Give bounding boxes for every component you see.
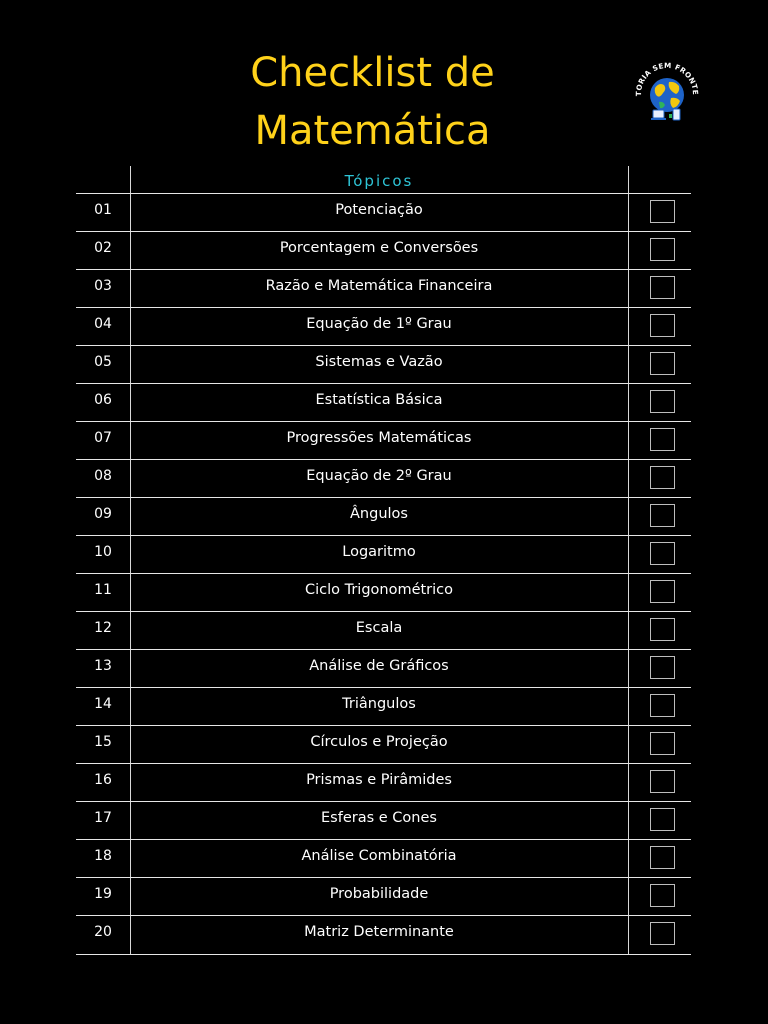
row-number: 15 bbox=[94, 734, 112, 750]
page-title-line-1: Checklist de bbox=[250, 50, 495, 96]
table-row bbox=[76, 497, 691, 536]
row-number: 18 bbox=[94, 848, 112, 864]
row-number: 01 bbox=[94, 202, 112, 218]
topic-checkbox[interactable] bbox=[650, 542, 675, 565]
table-row bbox=[76, 687, 691, 726]
topic-checkbox[interactable] bbox=[650, 314, 675, 337]
table-row bbox=[76, 725, 691, 764]
topic-checkbox[interactable] bbox=[650, 618, 675, 641]
row-topic: Círculos e Projeção bbox=[310, 734, 448, 750]
row-number: 14 bbox=[94, 696, 112, 712]
topic-checkbox[interactable] bbox=[650, 390, 675, 413]
topic-checkbox[interactable] bbox=[650, 922, 675, 945]
table-row bbox=[76, 839, 691, 878]
row-topic: Estatística Básica bbox=[315, 392, 443, 408]
row-topic: Probabilidade bbox=[329, 886, 429, 902]
table-row bbox=[76, 915, 691, 955]
row-number: 03 bbox=[94, 278, 112, 294]
row-number: 19 bbox=[94, 886, 112, 902]
row-number: 07 bbox=[94, 430, 112, 446]
row-topic: Razão e Matemática Financeira bbox=[265, 278, 493, 294]
row-number: 10 bbox=[94, 544, 112, 560]
table-row bbox=[76, 649, 691, 688]
row-topic: Análise Combinatória bbox=[301, 848, 457, 864]
row-number: 13 bbox=[94, 658, 112, 674]
table-row bbox=[76, 383, 691, 422]
topic-checkbox[interactable] bbox=[650, 200, 675, 223]
row-topic: Análise de Gráficos bbox=[309, 658, 449, 674]
topic-checkbox[interactable] bbox=[650, 846, 675, 869]
topic-checkbox[interactable] bbox=[650, 466, 675, 489]
row-number: 12 bbox=[94, 620, 112, 636]
page-title bbox=[200, 44, 545, 160]
row-topic: Equação de 2º Grau bbox=[306, 468, 452, 484]
checklist-table bbox=[76, 166, 691, 954]
topic-checkbox[interactable] bbox=[650, 580, 675, 603]
logo-text: TORIA SEM FRONTE bbox=[633, 60, 701, 97]
table-row bbox=[76, 535, 691, 574]
row-topic: Logaritmo bbox=[342, 544, 416, 560]
table-row bbox=[76, 801, 691, 840]
row-topic: Esferas e Cones bbox=[321, 810, 437, 826]
table-row bbox=[76, 611, 691, 650]
row-number: 16 bbox=[94, 772, 112, 788]
table-row bbox=[76, 877, 691, 916]
table-row bbox=[76, 269, 691, 308]
topic-checkbox[interactable] bbox=[650, 656, 675, 679]
table-row bbox=[76, 193, 691, 232]
topic-checkbox[interactable] bbox=[650, 428, 675, 451]
row-number: 20 bbox=[94, 924, 112, 940]
row-number: 08 bbox=[94, 468, 112, 484]
topic-checkbox[interactable] bbox=[650, 808, 675, 831]
row-topic: Ciclo Trigonométrico bbox=[304, 582, 454, 598]
table-row bbox=[76, 459, 691, 498]
row-topic: Porcentagem e Conversões bbox=[279, 240, 479, 256]
row-number: 17 bbox=[94, 810, 112, 826]
row-number: 09 bbox=[94, 506, 112, 522]
row-topic: Triângulos bbox=[342, 696, 416, 712]
topic-checkbox[interactable] bbox=[650, 884, 675, 907]
topic-checkbox[interactable] bbox=[650, 770, 675, 793]
table-row bbox=[76, 421, 691, 460]
row-topic: Escala bbox=[355, 620, 403, 636]
row-topic: Ângulos bbox=[350, 506, 408, 522]
topic-checkbox[interactable] bbox=[650, 504, 675, 527]
topic-checkbox[interactable] bbox=[650, 694, 675, 717]
table-row bbox=[76, 231, 691, 270]
topic-checkbox[interactable] bbox=[650, 276, 675, 299]
column-header-topics: Tópicos bbox=[344, 172, 414, 190]
row-number: 11 bbox=[94, 582, 112, 598]
topic-checkbox[interactable] bbox=[650, 238, 675, 261]
row-number: 02 bbox=[94, 240, 112, 256]
table-row bbox=[76, 345, 691, 384]
row-topic: Matriz Determinante bbox=[304, 924, 454, 940]
topic-checkbox[interactable] bbox=[650, 732, 675, 755]
page-title-line-2: Matemática bbox=[254, 108, 491, 154]
topic-checkbox[interactable] bbox=[650, 352, 675, 375]
row-number: 04 bbox=[94, 316, 112, 332]
row-number: 06 bbox=[94, 392, 112, 408]
row-topic: Potenciação bbox=[335, 202, 423, 218]
row-topic: Equação de 1º Grau bbox=[306, 316, 452, 332]
row-topic: Sistemas e Vazão bbox=[315, 354, 443, 370]
table-row bbox=[76, 573, 691, 612]
table-row bbox=[76, 763, 691, 802]
row-number: 05 bbox=[94, 354, 112, 370]
row-topic: Progressões Matemáticas bbox=[286, 430, 472, 446]
globe-logo-icon bbox=[633, 58, 701, 126]
row-topic: Prismas e Pirâmides bbox=[306, 772, 452, 788]
table-row bbox=[76, 307, 691, 346]
